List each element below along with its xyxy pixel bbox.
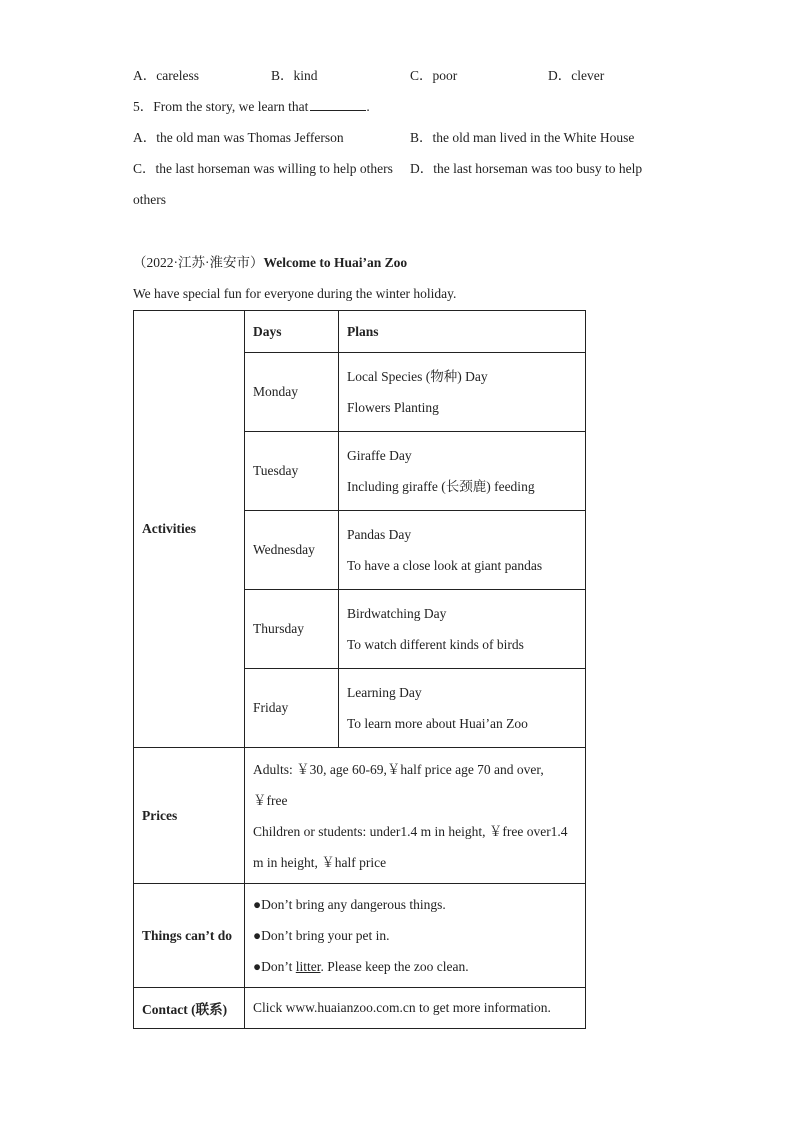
plan-title: Birdwatching Day: [347, 606, 447, 621]
day-cell: Wednesday: [245, 511, 339, 590]
prices-line: ￥free: [253, 792, 288, 808]
contact-row: [134, 988, 586, 1029]
plan-cell: [339, 590, 586, 669]
plan-detail: To have a close look at giant pandas: [347, 558, 543, 573]
rule-suffix: . Please keep the zoo clean.: [320, 959, 469, 974]
prices-cell: [245, 748, 586, 884]
plan-title: Giraffe Day: [347, 448, 412, 463]
activities-label: Activities: [134, 311, 245, 748]
q5-option-d-wrap: others: [133, 192, 166, 207]
q5-option-c: C．the last horseman was willing to help others: [133, 161, 393, 176]
q4-option-d: D．clever: [548, 68, 605, 83]
plan-detail: To learn more about Huai’an Zoo: [347, 716, 528, 731]
plan-detail: To watch different kinds of birds: [347, 637, 524, 652]
q4-option-b: B．kind: [271, 68, 318, 83]
rule-item: ●Don’t bring any dangerous things.: [253, 897, 446, 912]
things-label: Things can’t do: [134, 884, 245, 988]
plan-cell: [339, 353, 586, 432]
passage-title: Welcome to Huai’an Zoo: [263, 255, 408, 270]
contact-label: Contact (联系): [134, 988, 245, 1029]
day-cell: Thursday: [245, 590, 339, 669]
q5-stem: [133, 98, 370, 116]
q5-option-d: D．the last horseman was too busy to help: [410, 161, 643, 176]
prices-line: Children or students: under1.4 m in height, ￥free over1.4: [253, 823, 568, 839]
plan-detail: Including giraffe (长颈鹿) feeding: [347, 479, 535, 494]
prices-line: m in height, ￥half price: [253, 854, 387, 870]
prices-row: [134, 748, 586, 884]
prices-line: Adults: ￥30, age 60-69,￥half price age 70 and over,: [253, 761, 544, 777]
q5-option-b: B．the old man lived in the White House: [410, 130, 635, 145]
rule-item: ●Don’t bring your pet in.: [253, 928, 390, 943]
q4-option-c: C．poor: [410, 68, 458, 83]
rules-row: [134, 884, 586, 988]
days-header: Days: [245, 311, 339, 353]
passage-intro: We have special fun for everyone during the winter holiday.: [133, 286, 457, 301]
q5-stem-text: 5．From the story, we learn that: [133, 99, 309, 114]
contact-cell: Click www.huaianzoo.com.cn to get more information.: [245, 988, 586, 1029]
plan-title: Local Species (物种) Day: [347, 369, 488, 384]
plan-cell: [339, 432, 586, 511]
table-header-row: [134, 311, 586, 353]
day-cell: Tuesday: [245, 432, 339, 511]
prices-label: Prices: [134, 748, 245, 884]
plan-cell: [339, 511, 586, 590]
rules-cell: [245, 884, 586, 988]
passage-heading: [133, 254, 407, 272]
rule-prefix: ●Don’t: [253, 959, 296, 974]
q5-stem-end: .: [366, 99, 370, 114]
q5-option-a: A．the old man was Thomas Jefferson: [133, 130, 344, 145]
plan-title: Learning Day: [347, 685, 422, 700]
plan-title: Pandas Day: [347, 527, 412, 542]
q4-option-a: A．careless: [133, 68, 199, 83]
plan-cell: [339, 669, 586, 748]
rule-item: [253, 951, 577, 982]
zoo-info-table: [133, 310, 586, 1029]
day-cell: Friday: [245, 669, 339, 748]
day-cell: Monday: [245, 353, 339, 432]
passage-source: （2022·江苏·淮安市）: [133, 255, 264, 270]
plan-detail: Flowers Planting: [347, 400, 439, 415]
underlined-word: litter: [295, 959, 321, 974]
plans-header: Plans: [339, 311, 586, 353]
answer-blank: [310, 98, 366, 111]
